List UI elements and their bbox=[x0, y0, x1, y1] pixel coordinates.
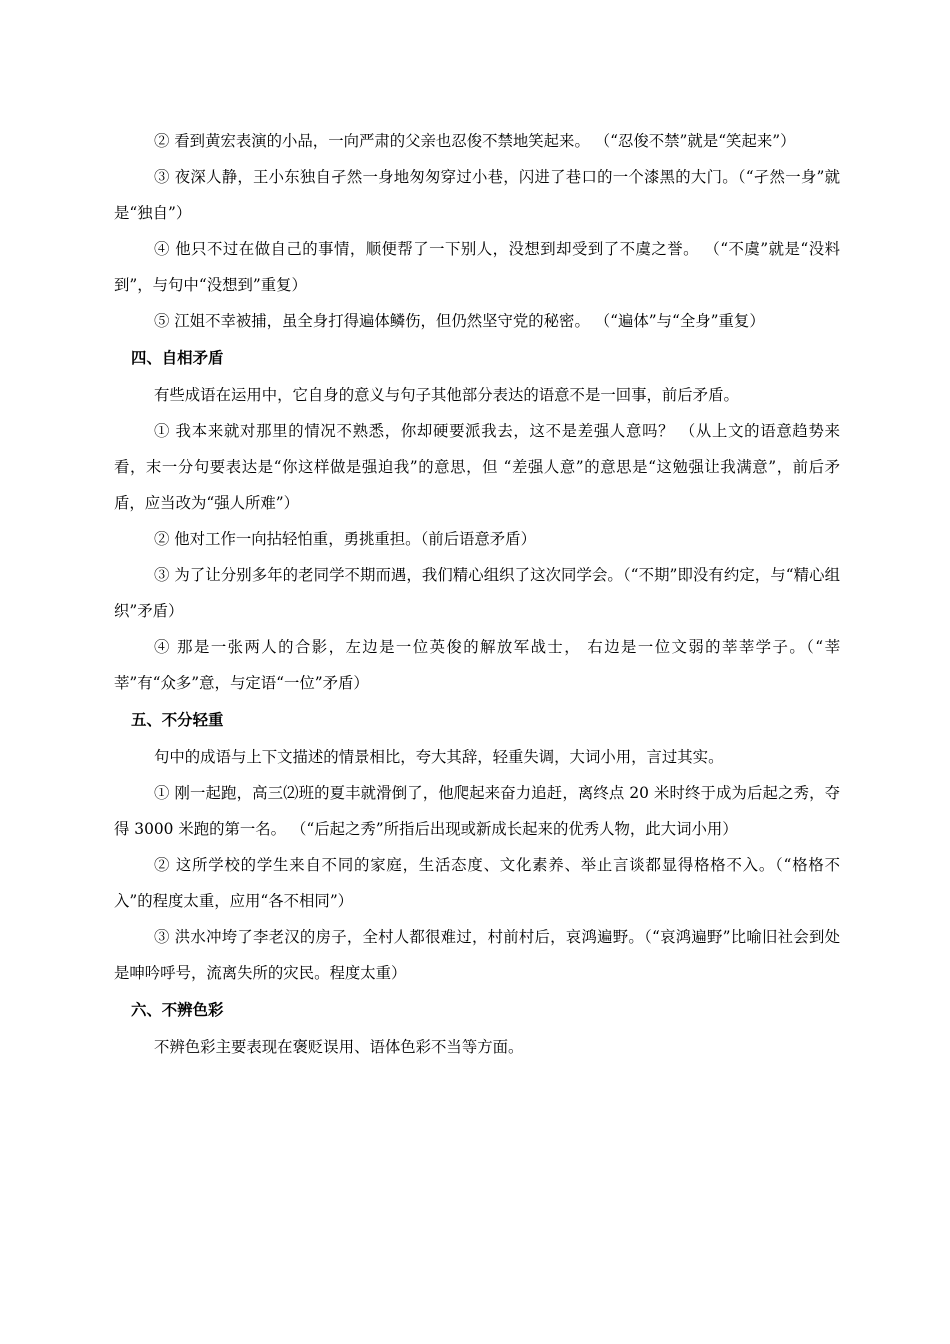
example-paragraph: ② 看到黄宏表演的小品，一向严肃的父亲也忍俊不禁地笑起来。 （“忍俊不禁”就是“笑起来”） bbox=[154, 132, 796, 150]
example-paragraph: ③ 洪水冲垮了李老汉的房子，全村人都很难过，村前村后，哀鸿遍野。（“哀鸿遍野”比喻旧社会到处是呻吟呼号，流离失所的灾民。程度太重） bbox=[114, 928, 840, 982]
example-paragraph: ② 这所学校的学生来自不同的家庭，生活态度、文化素养、举止言谈都显得格格不入。（“格格不入”的程度太重，应用“各不相同”） bbox=[114, 856, 840, 910]
example-paragraph: ④ 他只不过在做自己的事情，顺便帮了一下别人，没想到却受到了不虞之誉。 （“不虞”就是“没料到”，与句中“没想到”重复） bbox=[114, 240, 840, 294]
example-paragraph: ③ 夜深人静，王小东独自孑然一身地匆匆穿过小巷，闪进了巷口的一个漆黑的大门。（“孑然一身”就是“独自”） bbox=[114, 168, 840, 222]
example-paragraph: ④ 那是一张两人的合影，左边是一位英俊的解放军战士， 右边是一位文弱的莘莘学子。（“莘莘”有“众多”意，与定语“一位”矛盾） bbox=[114, 638, 840, 692]
section-intro: 不辨色彩主要表现在褒贬误用、语体色彩不当等方面。 bbox=[154, 1038, 524, 1056]
document-body bbox=[114, 123, 840, 1065]
section-intro: 句中的成语与上下文描述的情景相比，夸大其辞，轻重失调，大词小用，言过其实。 bbox=[154, 748, 724, 766]
example-paragraph: ① 刚一起跑，高三⑵班的夏丰就滑倒了，他爬起来奋力追赶，离终点 20 米时终于成为后起之秀，夺得 3000 米跑的第一名。 （“后起之秀”所指后出现或新成长起来的优秀人物，此大词小用） bbox=[114, 784, 840, 838]
section-heading: 四、自相矛盾 bbox=[131, 349, 224, 367]
section-intro: 有些成语在运用中，它自身的意义与句子其他部分表达的语意不是一回事，前后矛盾。 bbox=[154, 386, 739, 404]
example-paragraph: ① 我本来就对那里的情况不熟悉，你却硬要派我去，这不是差强人意吗？ （从上文的语意趋势来看，末一分句要表达是“你这样做是强迫我”的意思，但 “差强人意”的意思是“这勉强让我满意”，前后矛盾，应当改为“强人所难”） bbox=[114, 422, 840, 512]
section-heading: 五、不分轻重 bbox=[131, 711, 224, 729]
example-paragraph: ③ 为了让分别多年的老同学不期而遇，我们精心组织了这次同学会。（“不期”即没有约定，与“精心组织”矛盾） bbox=[114, 566, 840, 620]
example-paragraph: ⑤ 江姐不幸被捕，虽全身打得遍体鳞伤，但仍然坚守党的秘密。 （“遍体”与“全身”重复） bbox=[154, 312, 765, 330]
section-heading: 六、不辨色彩 bbox=[131, 1001, 224, 1019]
example-paragraph: ② 他对工作一向拈轻怕重，勇挑重担。（前后语意矛盾） bbox=[154, 530, 536, 548]
